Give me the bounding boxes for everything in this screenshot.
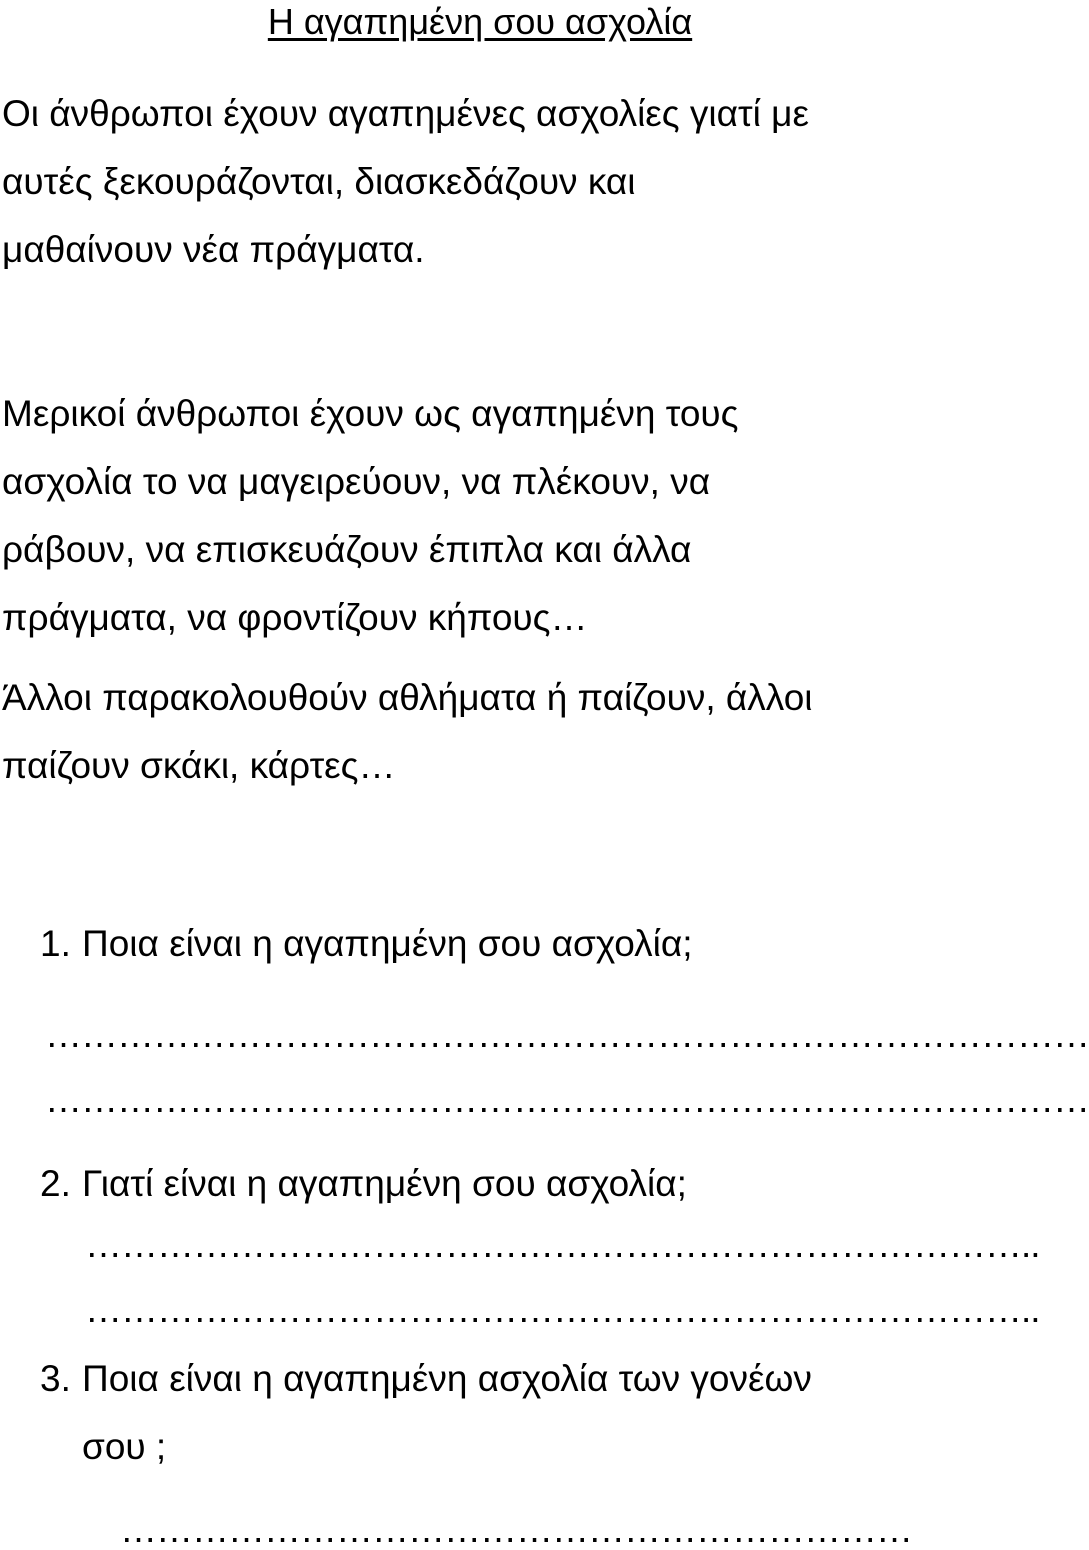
paragraph-line: Άλλοι παρακολουθούν αθλήματα ή παίζουν, άλλοι [2,677,813,718]
paragraph-line: ασχολία το να μαγειρεύουν, να πλέκουν, να [2,461,711,502]
question-text: Γιατί είναι η αγαπημένη σου ασχολία; [82,1163,687,1204]
intro-paragraph [2,80,809,284]
paragraph-line: πράγματα, να φροντίζουν κήπους… [2,597,588,638]
question-number: 1. [40,923,71,964]
question-3 [40,1345,812,1481]
paragraph-line: παίζουν σκάκι, κάρτες… [2,745,396,786]
hobbies-paragraph [2,380,738,652]
paragraph-line: αυτές ξεκουράζονται, διασκεδάζουν και [2,161,636,202]
others-paragraph [2,664,813,800]
answer-line[interactable]: …………………………………………………………………….. [85,1224,1040,1265]
question-2 [40,1150,687,1218]
question-text: Ποια είναι η αγαπημένη ασχολία των γονέων [82,1358,812,1399]
answer-line[interactable]: ………………………………………………………… [120,1509,912,1550]
paragraph-line: Οι άνθρωποι έχουν αγαπημένες ασχολίες γιατί με [2,93,809,134]
answer-line[interactable]: …………………………………………………………………….. [85,1289,1040,1330]
question-text: Ποια είναι η αγαπημένη σου ασχολία; [82,923,693,964]
page-title: Η αγαπημένη σου ασχολία [267,1,693,42]
question-number: 2. [40,1163,71,1204]
question-text-continued: σου ; [82,1426,167,1467]
answer-line[interactable]: …………………………………………………………………………… [45,1014,1089,1055]
question-number: 3. [40,1358,71,1399]
question-1 [40,910,693,978]
paragraph-line: Μερικοί άνθρωποι έχουν ως αγαπημένη τους [2,393,739,434]
paragraph-line: ράβουν, να επισκευάζουν έπιπλα και άλλα [2,529,692,570]
paragraph-line: μαθαίνουν νέα πράγματα. [2,229,425,270]
answer-line[interactable]: …………………………………………………………………………… [45,1079,1089,1120]
